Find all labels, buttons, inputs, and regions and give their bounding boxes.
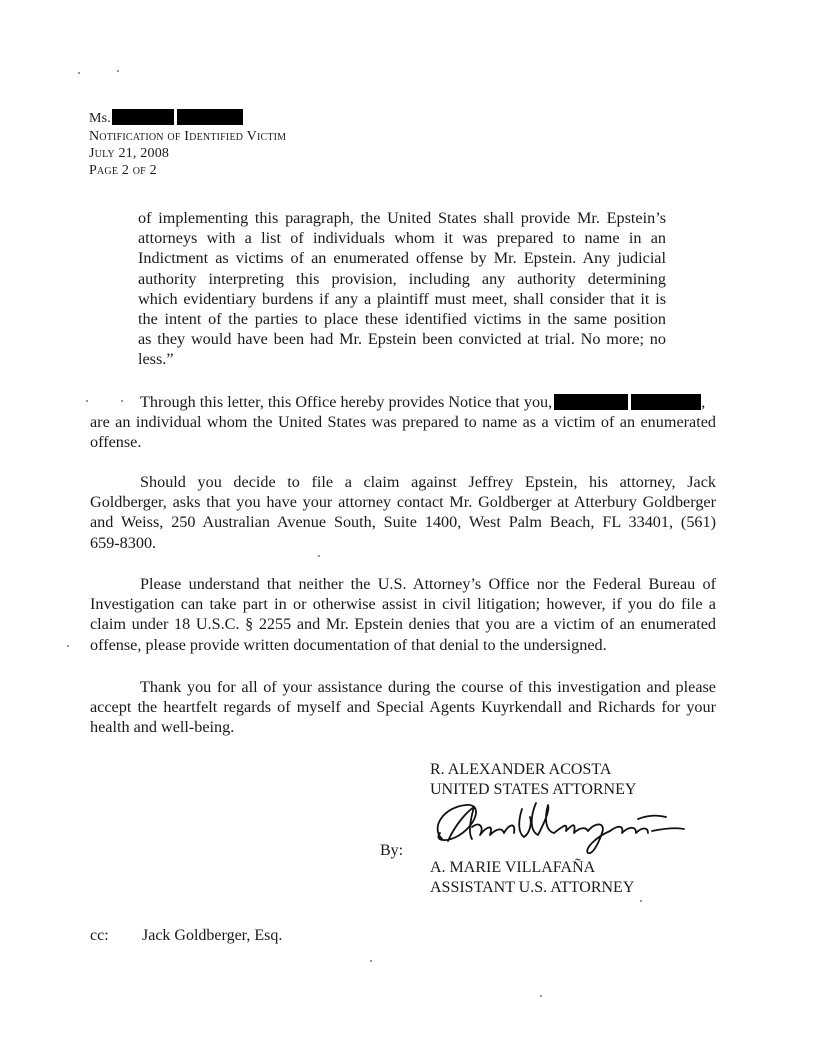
signature-scribble [426,797,688,861]
signatory-name: R. ALEXANDER ACOSTA [430,761,612,778]
scan-speck [78,72,80,74]
text-line: Goldberger, asks that you have your attorney contact Mr. Goldberger at Atterbury Goldberger [90,493,716,512]
notice-paragraph [90,392,716,453]
by-label: By: [380,842,404,859]
redaction-block [112,109,174,125]
signer-name: A. MARIE VILLAFAÑA [430,859,596,876]
scan-speck [121,400,123,402]
text-line: as they would have been had Mr. Epstein been convicted at trial. No more; no [138,330,666,349]
text-line: health and well-being. [90,718,235,737]
text-line: offense, please provide written documentation of that denial to the undersigned. [90,635,607,654]
cc-name: Jack Goldberger, Esq. [142,927,283,944]
text-line: are an individual whom the United States was prepared to name as a victim of an enumerated [90,413,716,432]
text-line: less.” [138,350,174,369]
scan-speck [640,900,642,902]
recipient-line [89,109,243,127]
text-line: Should you decide to file a claim against Jeffrey Epstein, his attorney, Jack [140,473,716,491]
signer-title: ASSISTANT U.S. ATTORNEY [430,879,635,896]
scan-speck [370,960,372,962]
text-line: accept the heartfelt regards of myself and Special Agents Kuyrkendall and Richards for your [90,698,716,717]
scan-speck [86,400,88,402]
text-line: Indictment as victims of an enumerated offense by Mr. Epstein. Any judicial [138,249,666,268]
text-line: offense. [90,433,142,452]
text-line: and Weiss, 250 Australian Avenue South, Suite 1400, West Palm Beach, FL 33401, (561) [90,513,716,532]
subject-line: Notification of Identified Victim [89,129,287,144]
comma: , [701,393,706,411]
scan-speck [318,555,320,557]
text-line: Thank you for all of your assistance during the course of this investigation and please [140,678,716,696]
text-line: the intent of the parties to place these identified victims in the same position [138,310,666,329]
text-line: attorneys with a list of individuals whom it was prepared to name in an [138,229,666,248]
text-line: 659-8300. [90,533,157,552]
quote-paragraph [138,208,666,370]
text-line: claim under 18 U.S.C. § 2255 and Mr. Epstein denies that you are a victim of an enumerated [90,615,716,634]
cc-label: cc: [90,927,109,944]
redaction-block [554,394,628,410]
text-line: of implementing this paragraph, the United States shall provide Mr. Epstein’s [138,209,666,227]
text-line: Please understand that neither the U.S. Attorney’s Office nor the Federal Bureau of [140,575,716,593]
redaction-block [177,109,243,125]
text-line: Investigation can take part in or otherwise assist in civil litigation; however, if you do file a [90,595,716,614]
text-line: authority interpreting this provision, including any authority determining [138,269,666,288]
text-line: Through this letter, this Office hereby provides Notice that you, [140,393,553,411]
scan-speck [540,995,542,997]
date-line: July 21, 2008 [89,146,170,161]
redaction-block [631,394,701,410]
text-line: which evidentiary burdens if any a plaintiff must meet, shall consider that it is [138,289,666,308]
page-number: Page 2 of 2 [89,163,157,178]
scan-speck [117,70,119,72]
signatory-title: UNITED STATES ATTORNEY [430,781,637,798]
notice-first-line [90,392,716,412]
handwritten-signature [426,797,688,861]
scan-speck [67,645,69,647]
recipient-prefix: Ms. [89,111,111,126]
claim-paragraph [90,472,716,553]
thanks-paragraph [90,677,716,738]
understand-paragraph [90,574,716,655]
